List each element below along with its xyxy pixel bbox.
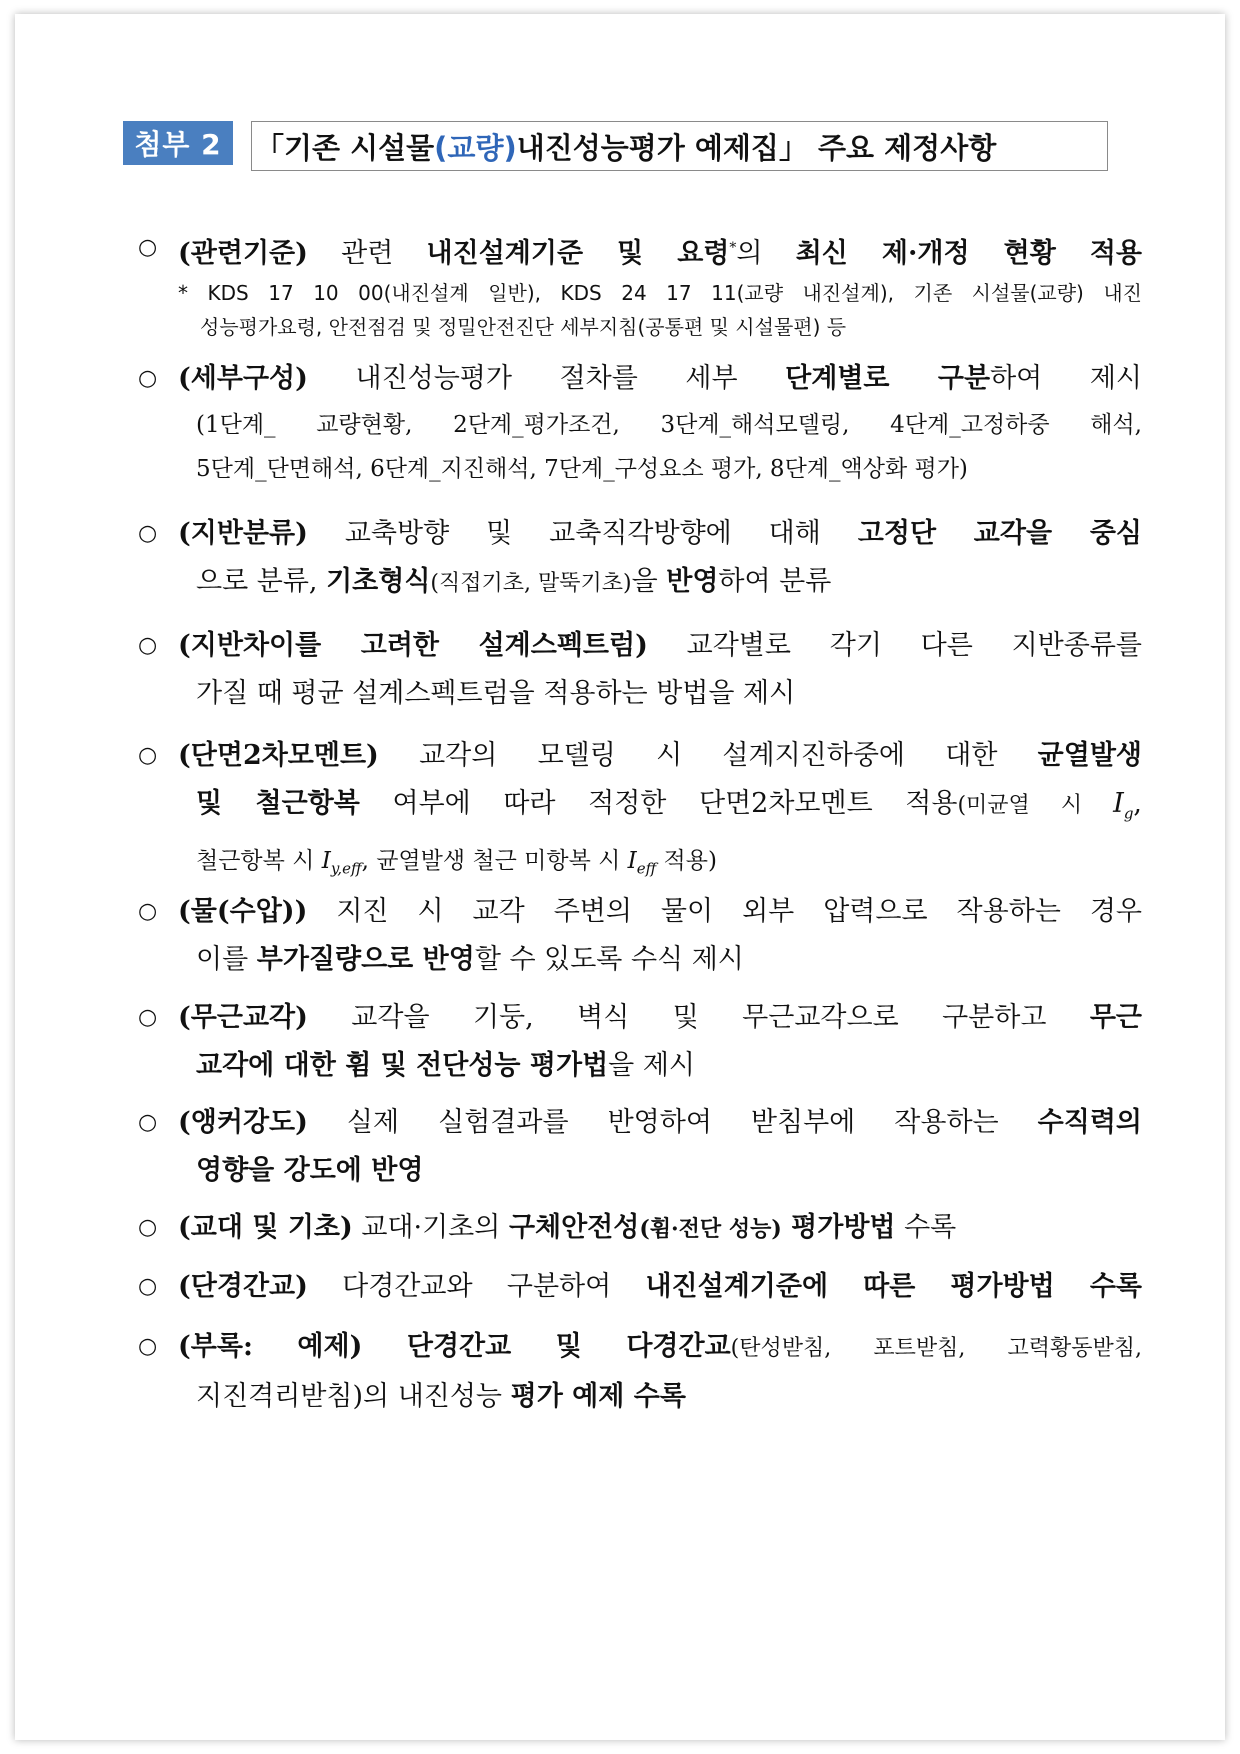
item-emphasis: 균열발생 bbox=[1037, 740, 1142, 771]
item-text: 수록 bbox=[895, 1212, 957, 1243]
bullet-icon: ○ bbox=[138, 1334, 158, 1359]
item-heading: (지반분류) bbox=[178, 518, 308, 549]
item-line bbox=[138, 1099, 1142, 1147]
item-line bbox=[138, 888, 1142, 936]
item-text: 을 bbox=[631, 566, 667, 597]
list-item bbox=[138, 888, 1142, 984]
list-item bbox=[138, 732, 1142, 893]
item-heading: (무근교각) bbox=[178, 1002, 308, 1033]
list-item bbox=[138, 1323, 1142, 1421]
item-text: 으로 분류, bbox=[196, 566, 327, 597]
list-item bbox=[138, 1099, 1142, 1195]
bullet-icon: ○ bbox=[138, 1110, 158, 1135]
math-subscript: eff bbox=[636, 859, 657, 878]
item-text: 다경간교와 구분하여 bbox=[307, 1271, 646, 1302]
item-text: (미균열 시 bbox=[957, 793, 1114, 818]
item-text: 지진격리받침)의 내진성능 bbox=[196, 1381, 511, 1412]
item-line: 5단계_단면해석, 6단계_지진해석, 7단계_구성요소 평가, 8단계_액상화 평가) bbox=[196, 456, 968, 482]
item-text: 철근항복 시 bbox=[196, 848, 322, 875]
item-emphasis: 구체안전성 bbox=[508, 1212, 640, 1243]
footnote-mark: * bbox=[729, 240, 737, 256]
document-title bbox=[251, 121, 1108, 171]
list-item bbox=[138, 994, 1142, 1090]
bullet-icon: ○ bbox=[138, 521, 158, 546]
item-text: 하여 분류 bbox=[718, 566, 832, 597]
item-heading: (관련기준) bbox=[178, 238, 308, 269]
list-item bbox=[138, 1204, 1142, 1253]
item-line bbox=[138, 1373, 1142, 1421]
item-text: 교각별로 각기 다른 지반종류를 bbox=[647, 630, 1142, 661]
item-emphasis: 수직력의 bbox=[1037, 1107, 1142, 1138]
math-symbol bbox=[627, 848, 657, 878]
item-heading: (세부구성) bbox=[178, 363, 308, 394]
item-text: 교축방향 및 교축직각방향에 대해 bbox=[307, 518, 858, 549]
item-text: 관련 bbox=[307, 238, 427, 269]
item-emphasis: 고정단 교각을 중심 bbox=[857, 518, 1142, 549]
item-text: 교각을 기둥, 벽식 및 무근교각으로 구분하고 bbox=[307, 1002, 1090, 1033]
list-item bbox=[138, 224, 1142, 339]
math-symbol bbox=[321, 848, 362, 878]
footnote bbox=[178, 276, 1142, 344]
item-line bbox=[138, 355, 1142, 403]
footnote-line: * KDS 17 10 00(내진설계 일반), KDS 24 17 11(교량 내진설계), 기존 시설물(교량) 내진 bbox=[178, 281, 1142, 305]
item-text: 을 제시 bbox=[608, 1050, 695, 1081]
title-text-post: 내진성능평가 예제집」 주요 제정사항 bbox=[516, 130, 997, 165]
item-emphasis: 내진설계기준에 따른 평가방법 수록 bbox=[645, 1271, 1142, 1302]
item-emphasis: 반영 bbox=[666, 566, 719, 597]
item-line bbox=[138, 224, 1142, 278]
item-heading: (물(수압)) bbox=[178, 896, 308, 927]
item-line bbox=[138, 558, 1142, 608]
item-text: 지진 시 교각 주변의 물이 외부 압력으로 작용하는 경우 bbox=[307, 896, 1142, 927]
item-line bbox=[138, 994, 1142, 1042]
bullet-icon: ○ bbox=[138, 235, 158, 260]
item-line bbox=[138, 1263, 1142, 1311]
item-emphasis: 부가질량으로 반영 bbox=[256, 944, 475, 975]
item-line bbox=[138, 936, 1142, 984]
item-line bbox=[138, 837, 1142, 893]
item-line bbox=[138, 1204, 1142, 1253]
item-text: 하여 제시 bbox=[990, 363, 1142, 394]
item-emphasis: 기초형식 bbox=[326, 566, 431, 597]
item-text: 여부에 따라 적정한 단면2차모멘트 적용 bbox=[359, 788, 958, 819]
item-emphasis: 평가 예제 수록 bbox=[510, 1381, 686, 1412]
attachment-badge: 첨부 2 bbox=[123, 121, 233, 165]
math-var: I bbox=[1113, 788, 1124, 819]
math-subscript: y,eff bbox=[330, 859, 362, 878]
item-line: (1단계_ 교량현황, 2단계_평가조건, 3단계_해석모델링, 4단계_고정하중 해석, bbox=[196, 412, 1142, 438]
item-text: 교대·기초의 bbox=[352, 1212, 509, 1243]
item-text: 의 bbox=[736, 238, 796, 269]
item-text: 이를 bbox=[196, 944, 257, 975]
math-var: I bbox=[627, 848, 637, 875]
list-item bbox=[138, 510, 1142, 608]
math-subscript: g bbox=[1123, 804, 1134, 823]
bullet-icon: ○ bbox=[138, 1274, 158, 1299]
item-line bbox=[138, 622, 1142, 670]
list-item bbox=[138, 1263, 1142, 1311]
item-line bbox=[138, 1323, 1142, 1373]
math-var: I bbox=[321, 848, 331, 875]
item-text: 적용) bbox=[656, 848, 717, 875]
bullet-icon: ○ bbox=[138, 1005, 158, 1030]
footnote-line: 성능평가요령, 안전점검 및 정밀안전진단 세부지침(공통편 및 시설물편) 등 bbox=[200, 315, 847, 339]
item-heading: (단경간교) bbox=[178, 1271, 308, 1302]
item-heading: (교대 및 기초) bbox=[178, 1212, 353, 1243]
item-heading: (앵커강도) bbox=[178, 1107, 308, 1138]
math-symbol bbox=[1113, 788, 1134, 823]
item-emphasis: 교각에 대한 휨 및 전단성능 평가법 bbox=[196, 1050, 609, 1081]
item-emphasis: (휨·전단 성능) bbox=[639, 1216, 782, 1242]
list-item bbox=[138, 622, 1142, 718]
item-line bbox=[138, 732, 1142, 780]
item-text: 할 수 있도록 수식 제시 bbox=[474, 944, 744, 975]
item-heading: (부록: 예제) 단경간교 및 다경간교 bbox=[178, 1331, 731, 1362]
item-text: (탄성받침, 포트받침, 고력황동받침, bbox=[730, 1336, 1142, 1361]
item-emphasis: 및 철근항복 bbox=[196, 788, 360, 819]
document-page bbox=[15, 14, 1225, 1740]
bullet-icon: ○ bbox=[138, 1215, 158, 1240]
title-text-highlight: (교량) bbox=[434, 130, 517, 165]
bullet-icon: ○ bbox=[138, 743, 158, 768]
bullet-icon: ○ bbox=[138, 899, 158, 924]
item-text: , bbox=[1133, 788, 1143, 819]
list-item bbox=[138, 355, 1142, 491]
item-emphasis: 무근 bbox=[1089, 1002, 1142, 1033]
bullet-icon: ○ bbox=[138, 366, 158, 391]
item-text: 실제 실험결과를 반영하여 받침부에 작용하는 bbox=[307, 1107, 1038, 1138]
item-emphasis: 영향을 강도에 반영 bbox=[196, 1155, 424, 1186]
item-emphasis: 평가방법 bbox=[781, 1212, 896, 1243]
item-line bbox=[138, 510, 1142, 558]
item-line bbox=[138, 1147, 1142, 1195]
item-text: , 균열발생 철근 미항복 시 bbox=[361, 848, 628, 875]
bullet-icon: ○ bbox=[138, 633, 158, 658]
title-text-pre: 「기존 시설물 bbox=[255, 130, 435, 165]
item-text: 내진성능평가 절차를 세부 bbox=[307, 363, 786, 394]
item-line bbox=[138, 780, 1142, 837]
item-text: (직접기초, 말뚝기초) bbox=[430, 571, 632, 596]
item-text: 교각의 모델링 시 설계지진하중에 대한 bbox=[378, 740, 1038, 771]
item-line bbox=[138, 1042, 1142, 1090]
item-emphasis: 단계별로 구분 bbox=[785, 363, 991, 394]
item-line: 가질 때 평균 설계스펙트럼을 적용하는 방법을 제시 bbox=[196, 678, 796, 709]
item-heading: (단면2차모멘트) bbox=[178, 740, 379, 771]
item-emphasis: 최신 제·개정 현황 적용 bbox=[795, 238, 1142, 269]
item-heading: (지반차이를 고려한 설계스펙트럼) bbox=[178, 630, 648, 661]
item-emphasis: 내진설계기준 및 요령 bbox=[426, 238, 730, 269]
